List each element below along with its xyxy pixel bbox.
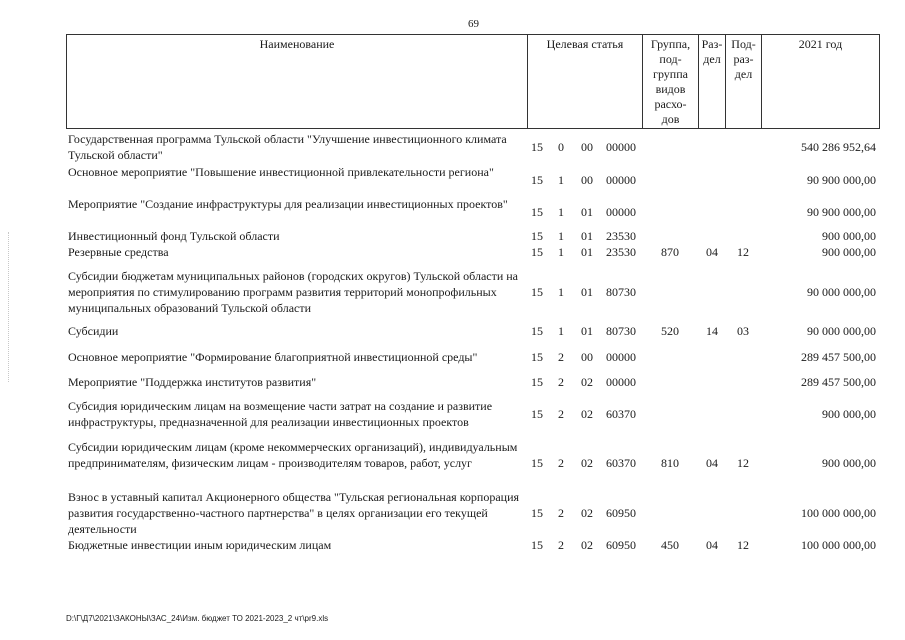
header-group-line: расхо- xyxy=(654,97,687,111)
row-amount: 90 900 000,00 xyxy=(807,205,876,219)
header-group-line: Группа, xyxy=(650,37,691,51)
header-group-line: видов xyxy=(655,82,686,96)
row-code-t1: 15 xyxy=(531,140,543,154)
row-code-t2: 2 xyxy=(558,350,564,364)
row-code-t3: 02 xyxy=(581,456,593,470)
row-code-t4: 80730 xyxy=(606,285,636,299)
row-code-t2: 2 xyxy=(558,375,564,389)
row-code-t3: 02 xyxy=(581,407,593,421)
row-code-t4: 60950 xyxy=(606,506,636,520)
row-name: Мероприятие "Создание инфраструктуры для реализации инвестиционных проектов" xyxy=(68,197,508,211)
row-name: Резервные средства xyxy=(68,245,169,259)
table-row xyxy=(66,398,880,430)
table-row xyxy=(66,323,880,339)
row-code-t3: 01 xyxy=(581,229,593,243)
row-code-t1: 15 xyxy=(531,229,543,243)
row-code-group: 450 xyxy=(661,538,679,552)
scan-edge-marks xyxy=(8,232,10,382)
row-code-group: 520 xyxy=(661,324,679,338)
row-code-t2: 2 xyxy=(558,456,564,470)
row-code-t2: 0 xyxy=(558,140,564,154)
row-name: Мероприятие "Поддержка институтов развития" xyxy=(68,375,317,389)
row-code-group: 870 xyxy=(661,245,679,259)
header-subsection-line: Под- xyxy=(731,37,756,51)
row-code-t2: 1 xyxy=(558,324,564,338)
row-amount: 289 457 500,00 xyxy=(801,375,876,389)
table-row xyxy=(66,196,880,228)
table-row xyxy=(66,439,880,487)
row-code-t4: 60950 xyxy=(606,538,636,552)
row-code-section: 14 xyxy=(706,324,718,338)
row-code-t4: 60370 xyxy=(606,407,636,421)
file-path-footer: D:\Г\Д7\2021\ЗАКОНЫ\ЗАС_24\Изм. бюджет ТО 2021-2023_2 чт\pr9.xls xyxy=(66,614,329,623)
header-subsection-line: раз- xyxy=(733,52,754,66)
row-code-t2: 1 xyxy=(558,285,564,299)
row-code-t1: 15 xyxy=(531,245,543,259)
row-code-t1: 15 xyxy=(531,350,543,364)
header-subsection-line: дел xyxy=(734,67,753,81)
row-code-t2: 1 xyxy=(558,229,564,243)
row-amount: 90 900 000,00 xyxy=(807,173,876,187)
row-name: Инвестиционный фонд Тульской области xyxy=(68,229,280,243)
row-code-t1: 15 xyxy=(531,506,543,520)
header-expense-group xyxy=(643,35,699,128)
header-target-article xyxy=(528,35,643,128)
table-row xyxy=(66,268,880,316)
row-code-t1: 15 xyxy=(531,407,543,421)
row-code-t4: 60370 xyxy=(606,456,636,470)
table-header xyxy=(66,34,880,129)
row-name: Основное мероприятие "Формирование благоприятной инвестиционной среды" xyxy=(68,350,478,364)
row-code-t2: 2 xyxy=(558,407,564,421)
row-code-t1: 15 xyxy=(531,456,543,470)
row-code-t4: 00000 xyxy=(606,205,636,219)
row-name: Субсидии юридическим лицам (кроме некоммерческих организаций), индивидуальным предпринимателям, физическим лицам - производителям товаров, работ, услуг xyxy=(68,440,518,470)
header-group-line: группа xyxy=(653,67,688,81)
row-code-section: 04 xyxy=(706,456,718,470)
row-code-group: 810 xyxy=(661,456,679,470)
row-code-t4: 00000 xyxy=(606,350,636,364)
row-name: Взнос в уставный капитал Акционерного общества "Тульская региональная корпорация развития государственно-частного партнерства" в целях организации его текущей деятельности xyxy=(68,490,520,536)
row-code-t1: 15 xyxy=(531,324,543,338)
row-code-t3: 00 xyxy=(581,173,593,187)
row-code-t3: 01 xyxy=(581,285,593,299)
row-code-t2: 2 xyxy=(558,506,564,520)
row-name: Государственная программа Тульской области "Улучшение инвестиционного климата Тульской области" xyxy=(68,132,507,162)
header-section-line: дел xyxy=(703,52,721,66)
row-code-t1: 15 xyxy=(531,173,543,187)
row-code-t1: 15 xyxy=(531,538,543,552)
row-amount: 100 000 000,00 xyxy=(801,506,876,520)
header-section xyxy=(699,35,726,128)
row-amount: 90 000 000,00 xyxy=(807,324,876,338)
header-target-text: Целевая статья xyxy=(546,37,624,51)
row-code-subsection: 12 xyxy=(737,538,749,552)
row-code-t4: 80730 xyxy=(606,324,636,338)
row-code-t1: 15 xyxy=(531,285,543,299)
header-name xyxy=(67,35,528,128)
header-year xyxy=(762,35,879,128)
row-code-t3: 02 xyxy=(581,375,593,389)
row-name: Субсидия юридическим лицам на возмещение части затрат на создание и развитие инфраструктуры, предназначенной для реализации инвестиционных проектов xyxy=(68,399,493,429)
row-amount: 900 000,00 xyxy=(822,407,876,421)
row-amount: 900 000,00 xyxy=(822,245,876,259)
row-name: Субсидии бюджетам муниципальных районов (городских округов) Тульской области на мероприятия по стимулированию программ развития территорий монопрофильных муниципальных образований Тульской области xyxy=(68,269,519,315)
header-group-line: под- xyxy=(659,52,682,66)
row-name: Основное мероприятие "Повышение инвестиционной привлекательности региона" xyxy=(68,165,494,179)
row-code-t3: 00 xyxy=(581,350,593,364)
header-section-line: Раз- xyxy=(701,37,723,51)
row-code-section: 04 xyxy=(706,245,718,259)
header-name-text: Наименование xyxy=(259,37,335,51)
table-row xyxy=(66,244,880,260)
row-code-t4: 00000 xyxy=(606,375,636,389)
row-code-subsection: 12 xyxy=(737,245,749,259)
row-code-t4: 23530 xyxy=(606,245,636,259)
row-code-subsection: 12 xyxy=(737,456,749,470)
row-code-t4: 00000 xyxy=(606,140,636,154)
row-name: Субсидии xyxy=(68,324,119,338)
row-amount: 900 000,00 xyxy=(822,456,876,470)
row-code-t3: 00 xyxy=(581,140,593,154)
row-code-t2: 1 xyxy=(558,173,564,187)
table-row xyxy=(66,228,880,244)
row-amount: 900 000,00 xyxy=(822,229,876,243)
row-code-t3: 01 xyxy=(581,205,593,219)
row-code-t4: 00000 xyxy=(606,173,636,187)
header-subsection xyxy=(726,35,762,128)
table-row xyxy=(66,164,880,196)
table-row xyxy=(66,537,880,553)
row-code-t1: 15 xyxy=(531,375,543,389)
row-code-subsection: 03 xyxy=(737,324,749,338)
row-amount: 289 457 500,00 xyxy=(801,350,876,364)
page-number: 69 xyxy=(468,18,479,30)
header-year-text: 2021 год xyxy=(798,37,843,51)
row-code-t3: 02 xyxy=(581,538,593,552)
row-code-t4: 23530 xyxy=(606,229,636,243)
row-code-t2: 2 xyxy=(558,538,564,552)
row-code-t3: 01 xyxy=(581,245,593,259)
row-code-t3: 02 xyxy=(581,506,593,520)
row-amount: 90 000 000,00 xyxy=(807,285,876,299)
row-code-section: 04 xyxy=(706,538,718,552)
row-code-t3: 01 xyxy=(581,324,593,338)
table-row xyxy=(66,374,880,390)
table-row xyxy=(66,349,880,365)
row-amount: 540 286 952,64 xyxy=(801,140,876,154)
row-name: Бюджетные инвестиции иным юридическим лицам xyxy=(68,538,332,552)
row-amount: 100 000 000,00 xyxy=(801,538,876,552)
table-row xyxy=(66,131,880,163)
row-code-t2: 1 xyxy=(558,205,564,219)
table-row xyxy=(66,489,880,537)
header-group-line: дов xyxy=(661,112,680,126)
row-code-t2: 1 xyxy=(558,245,564,259)
row-code-t1: 15 xyxy=(531,205,543,219)
